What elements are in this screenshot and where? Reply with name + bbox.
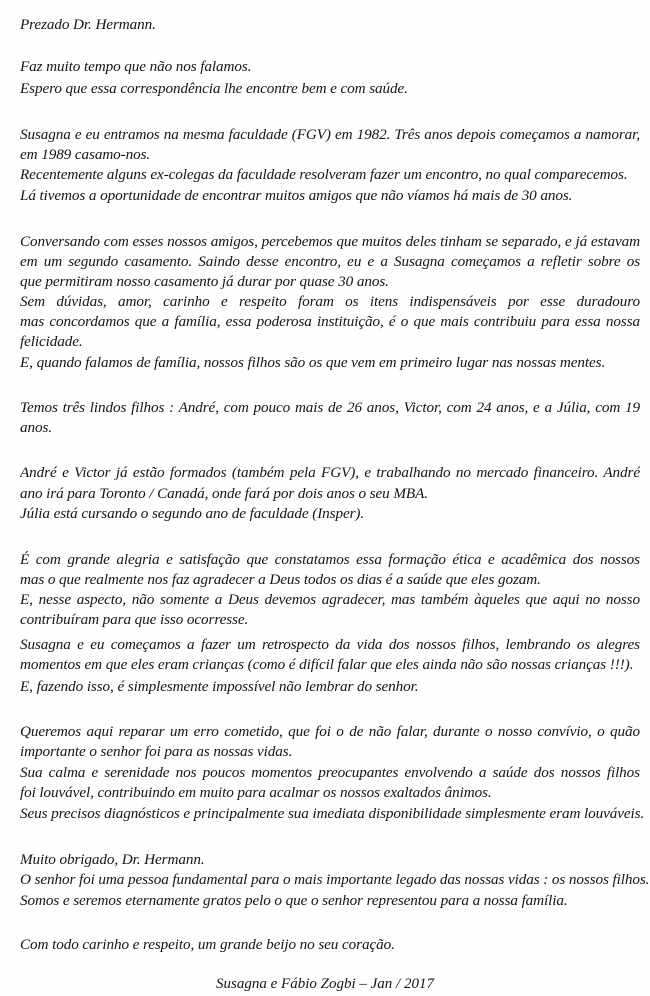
letter-line: Sem dúvidas, amor, carinho e respeito foram os itens indispensáveis por esse duradouro xyxy=(20,293,640,310)
letter-line: Muito obrigado, Dr. Hermann. xyxy=(20,851,205,868)
letter-line: Júlia está cursando o segundo ano de faculdade (Insper). xyxy=(20,505,365,522)
letter-line: Faz muito tempo que não nos falamos. xyxy=(20,58,252,75)
letter-line: mas o que realmente nos faz agradecer a Deus todos os dias é a saúde que eles gozam. xyxy=(20,571,541,588)
letter-line: momentos em que eles eram crianças (como é difícil falar que eles ainda não são nossas crianças !!!). xyxy=(20,656,634,673)
letter-line: Seus precisos diagnósticos e principalmente sua imediata disponibilidade simplesmente eram louváveis. xyxy=(20,805,645,822)
letter-line: Queremos aqui reparar um erro cometido, que foi o de não falar, durante o nosso convívio, o quão xyxy=(20,723,640,740)
letter-line: Susagna e eu entramos na mesma faculdade (FGV) em 1982. Três anos depois começamos a namorar, xyxy=(20,126,640,143)
letter-line: em 1989 casamo-nos. xyxy=(20,146,151,163)
letter-line: Sua calma e serenidade nos poucos momentos preocupantes envolvendo a saúde dos nossos filhos xyxy=(20,764,640,781)
letter-line: O senhor foi uma pessoa fundamental para o mais importante legado das nossas vidas : os nossos filhos. xyxy=(20,871,650,888)
letter-line: contribuíram para que isso ocorresse. xyxy=(20,611,249,628)
letter-line: foi louvável, contribuindo em muito para acalmar os nossos exaltados ânimos. xyxy=(20,784,492,801)
letter-line: Lá tivemos a oportunidade de encontrar muitos amigos que não víamos há mais de 30 anos. xyxy=(20,187,573,204)
letter-line: André e Victor já estão formados (também pela FGV), e trabalhando no mercado financeiro. André xyxy=(20,464,640,481)
letter-line: E, nesse aspecto, não somente a Deus devemos agradecer, mas também àqueles que aqui no nosso xyxy=(20,591,640,608)
letter-line: Prezado Dr. Hermann. xyxy=(20,16,156,33)
letter-line: em um segundo casamento. Saindo desse encontro, eu e a Susagna começamos a refletir sobre os xyxy=(20,253,640,270)
letter-line: importante o senhor foi para as nossas vidas. xyxy=(20,743,293,760)
letter-line: felicidade. xyxy=(20,333,83,350)
letter-line: mas concordamos que a família, essa poderosa instituição, é o que mais contribuiu para essa nossa xyxy=(20,313,640,330)
letter-line: Temos três lindos filhos : André, com pouco mais de 26 anos, Victor, com 24 anos, e a Júlia, com 19 xyxy=(20,399,640,416)
letter-line: Somos e seremos eternamente gratos pelo o que o senhor representou para a nossa família. xyxy=(20,892,568,909)
letter-line: Espero que essa correspondência lhe encontre bem e com saúde. xyxy=(20,80,408,97)
letter-line: E, quando falamos de família, nossos filhos são os que vem em primeiro lugar nas nossas mentes. xyxy=(20,354,606,371)
letter-line: E, fazendo isso, é simplesmente impossível não lembrar do senhor. xyxy=(20,678,419,695)
signature-line: Susagna e Fábio Zogbi – Jan / 2017 xyxy=(216,976,434,992)
letter-line: Conversando com esses nossos amigos, percebemos que muitos deles tinham se separado, e já estavam xyxy=(20,233,640,250)
letter-line: É com grande alegria e satisfação que constatamos essa formação ética e acadêmica dos nossos xyxy=(20,551,640,568)
letter-line: ano irá para Toronto / Canadá, onde fará por dois anos o seu MBA. xyxy=(20,485,428,502)
letter-line: anos. xyxy=(20,419,52,436)
letter-line: Com todo carinho e respeito, um grande beijo no seu coração. xyxy=(20,936,395,953)
letter-line: Recentemente alguns ex-colegas da faculdade resolveram fazer um encontro, no qual comparecemos. xyxy=(20,166,628,183)
letter-line: Susagna e eu começamos a fazer um retrospecto da vida dos nossos filhos, lembrando os alegres xyxy=(20,636,640,653)
letter-line: que permitiram nosso casamento já durar por quase 30 anos. xyxy=(20,273,389,290)
